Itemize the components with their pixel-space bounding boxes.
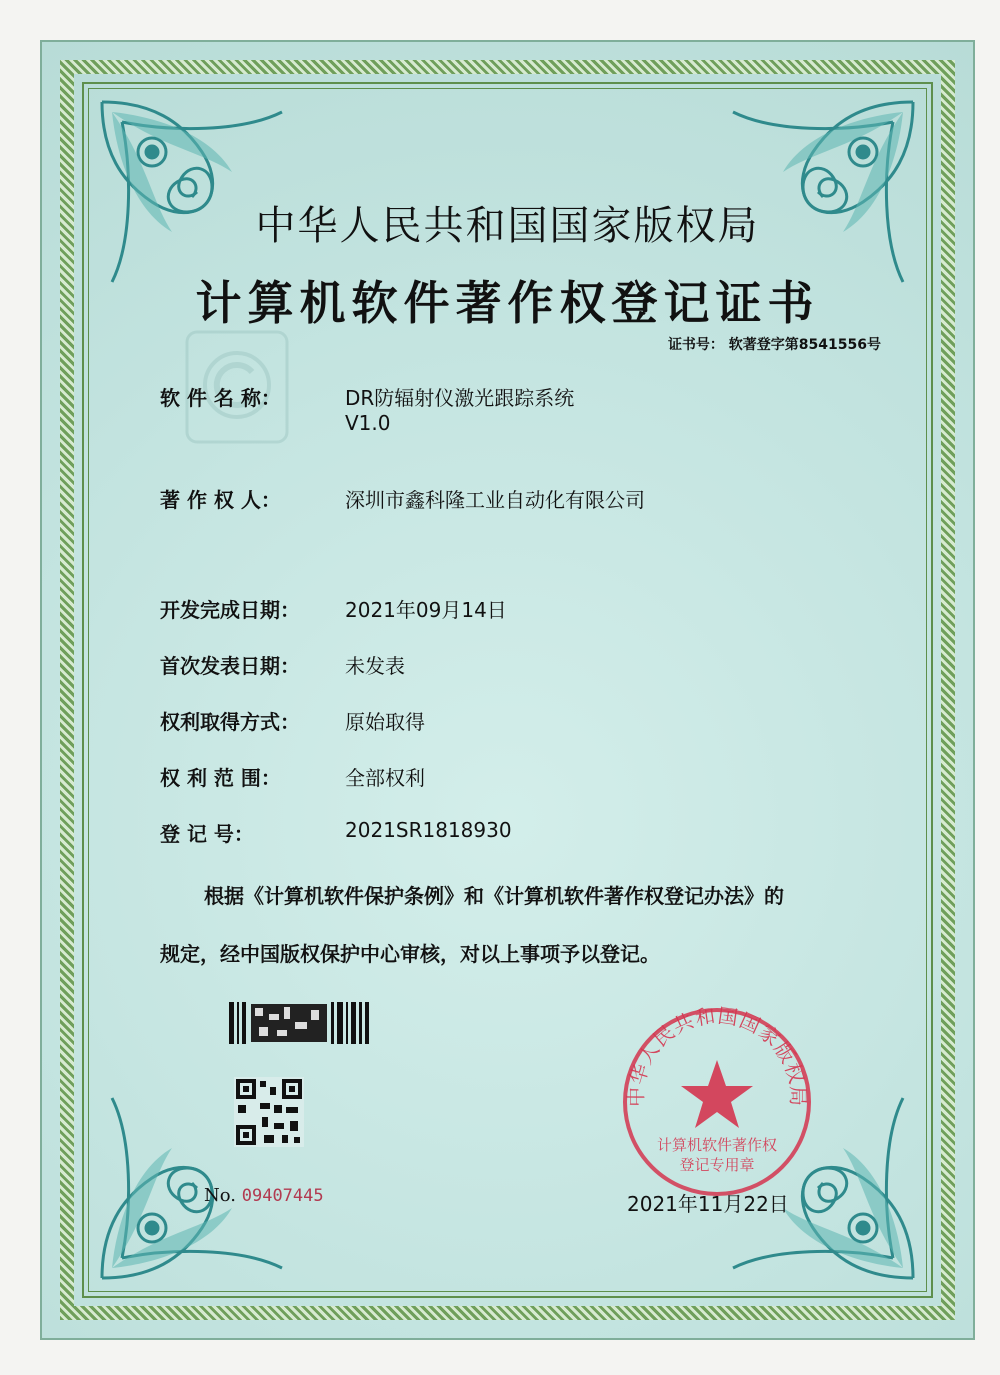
owner-label: 著 作 权 人： <box>160 488 281 512</box>
document-title: 计算机软件著作权登记证书 <box>195 276 820 330</box>
qr-code-icon <box>234 1077 304 1147</box>
seal-inner-line-2: 登记专用章 <box>679 1156 755 1174</box>
software-name-row <box>160 382 574 435</box>
completion-date-label: 开发完成日期： <box>160 598 300 622</box>
registration-row <box>160 818 512 847</box>
acquisition-value: 原始取得 <box>345 710 425 734</box>
barcode-icon <box>229 1002 369 1044</box>
serial-number <box>204 1185 324 1206</box>
first-publish-value: 未发表 <box>345 654 405 678</box>
statement-line-1: 根据《计算机软件保护条例》和《计算机软件著作权登记办法》的 <box>204 884 784 908</box>
corner-ornament-icon <box>92 92 292 292</box>
serial-prefix: No. <box>204 1185 236 1206</box>
registration-value: 2021SR1818930 <box>345 818 512 842</box>
corner-ornament-icon <box>723 92 923 292</box>
seal-inner-line-1: 计算机软件著作权 <box>656 1136 778 1154</box>
first-publish-row <box>160 650 405 679</box>
seal-outer-text: 中华人民共和国国家版权局 <box>623 1003 811 1108</box>
software-version-value: V1.0 <box>345 411 391 435</box>
scope-label: 权 利 范 围： <box>160 766 281 790</box>
certificate <box>40 40 975 1340</box>
statement-line-2: 规定，经中国版权保护中心审核，对以上事项予以登记。 <box>160 942 660 966</box>
scope-row <box>160 762 425 791</box>
completion-date-value: 2021年09月14日 <box>345 598 507 622</box>
software-name-label: 软 件 名 称： <box>160 386 281 410</box>
issue-date: 2021年11月22日 <box>627 1192 789 1216</box>
acquisition-label: 权利取得方式： <box>160 710 300 734</box>
acquisition-row <box>160 706 425 735</box>
scope-value: 全部权利 <box>345 766 425 790</box>
registration-label: 登 记 号： <box>160 822 254 846</box>
certificate-number: 证书号： 软著登字第8541556号 <box>667 337 881 353</box>
owner-value: 深圳市鑫科隆工业自动化有限公司 <box>345 488 645 512</box>
serial-number-value: 09407445 <box>241 1186 324 1206</box>
owner-row <box>160 484 645 513</box>
completion-date-row <box>160 594 507 623</box>
first-publish-label: 首次发表日期： <box>160 654 300 678</box>
registration-statement <box>160 867 920 983</box>
issuing-authority: 中华人民共和国国家版权局 <box>255 203 760 249</box>
official-seal-icon <box>617 1002 817 1202</box>
software-name-value: DR防辐射仪激光跟踪系统 <box>345 386 575 410</box>
